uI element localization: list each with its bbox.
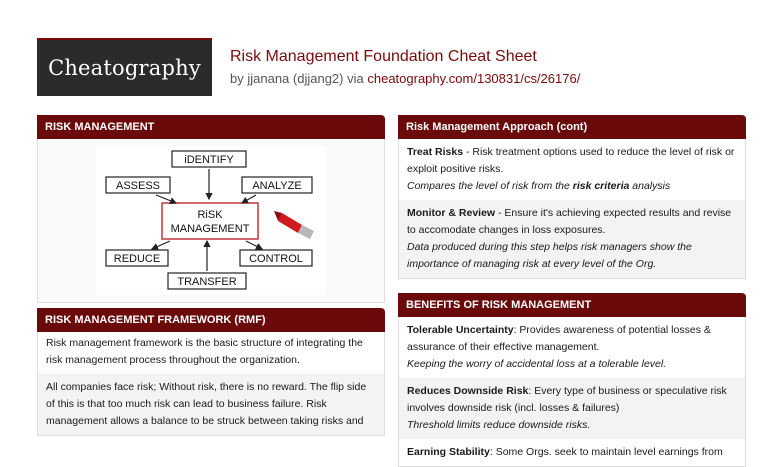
- treat-risks-row: [399, 139, 745, 200]
- center-label-1: RiSK: [197, 208, 223, 221]
- risk-management-box: [37, 139, 385, 303]
- transfer-label: TRANSFER: [177, 275, 237, 288]
- reduces-downside-text: : Every type of business or speculative risk involves downside risk (incl. losses & failures): [407, 385, 727, 414]
- author-link[interactable]: jjanana (djjang2): [247, 71, 344, 86]
- reduces-downside-term: Reduces Downside Risk: [407, 385, 529, 397]
- benefits-box: [398, 317, 746, 467]
- earning-stability-row: [399, 439, 745, 466]
- risk-management-diagram: [38, 139, 384, 302]
- assess-label: ASSESS: [115, 179, 161, 192]
- tolerable-uncertainty-text: : Provides awareness of potential losses & assurance of their effective management.: [407, 324, 711, 353]
- identify-label: iDENTIFY: [184, 153, 234, 166]
- byline: [230, 71, 580, 86]
- treat-risks-term: Treat Risks: [407, 146, 464, 158]
- framework-box: [37, 332, 385, 436]
- treat-note-a: Compares the level of risk from the: [407, 180, 573, 192]
- by-prefix: by: [230, 71, 244, 86]
- framework-paragraph-2: All companies face risk; Without risk, there is no reward. The flip side of this is that too much risk can lead to business failure. Risk management allows a balance to be struck between taking risks and: [38, 374, 384, 435]
- treat-risks-note: [407, 180, 670, 192]
- tolerable-uncertainty-note: Keeping the worry of accidental loss at a tolerable level.: [407, 358, 667, 370]
- reduces-downside-note: Threshold limits reduce downside risks.: [407, 419, 591, 431]
- monitor-review-text: - Ensure it's achieving expected results and revise to accomodate changes in loss exposures.: [407, 207, 732, 236]
- approach-heading: Risk Management Approach (cont): [398, 115, 746, 139]
- treat-note-c: analysis: [629, 180, 671, 192]
- earning-stability-term: Earning Stability: [407, 446, 490, 458]
- framework-paragraph-1: Risk management framework is the basic structure of integrating the risk management process throughout the organization.: [46, 337, 363, 366]
- risk-management-heading: RISK MANAGEMENT: [37, 115, 385, 139]
- monitor-review-term: Monitor & Review: [407, 207, 496, 219]
- logo-text: Cheatography: [48, 56, 201, 80]
- treat-risks-text: - Risk treatment options used to reduce the level of risk or exploit positive risks.: [407, 146, 735, 175]
- monitor-review-note: Data produced during this step helps risk managers show the importance of managing risk at every level of the Org.: [407, 241, 692, 270]
- analyze-label: ANALYZE: [252, 179, 302, 192]
- via-text: via: [347, 71, 364, 86]
- risk-diagram-svg: [96, 147, 326, 295]
- tolerable-uncertainty-term: Tolerable Uncertainty: [407, 324, 514, 336]
- framework-heading: RISK MANAGEMENT FRAMEWORK (RMF): [37, 308, 385, 332]
- monitor-review-row: [399, 200, 745, 278]
- benefits-heading: BENEFITS OF RISK MANAGEMENT: [398, 293, 746, 317]
- control-label: CONTROL: [249, 252, 303, 265]
- tolerable-uncertainty-row: [399, 317, 745, 378]
- right-column: [398, 115, 746, 467]
- center-label-2: MANAGEMENT: [170, 222, 250, 235]
- reduces-downside-row: [399, 378, 745, 439]
- earning-stability-text: : Some Orgs. seek to maintain level earnings from: [489, 446, 723, 458]
- treat-note-b: risk criteria: [572, 180, 630, 192]
- reduce-label: REDUCE: [113, 252, 161, 265]
- page-title: Risk Management Foundation Cheat Sheet: [230, 48, 537, 65]
- left-column: [37, 115, 385, 436]
- cheatography-logo[interactable]: [37, 38, 212, 96]
- approach-box: [398, 139, 746, 279]
- sheet-url-link[interactable]: cheatography.com/130831/cs/26176/: [367, 71, 581, 86]
